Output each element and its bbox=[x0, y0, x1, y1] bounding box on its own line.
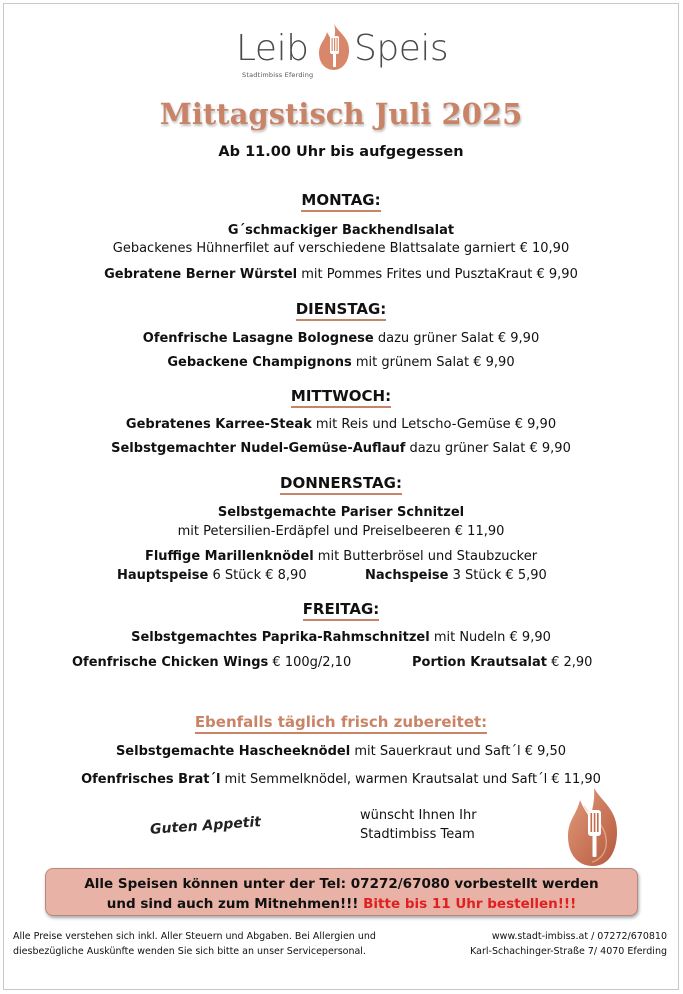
dish-line: Gebratenes Karree-Steak mit Reis und Letscho-Gemüse € 9,90 bbox=[125, 417, 557, 432]
day-heading-mittwoch: MITTWOCH: bbox=[4, 387, 678, 408]
daily-heading: Ebenfalls täglich frisch zubereitet: bbox=[4, 713, 678, 731]
banner-highlight: Bitte bis 11 Uhr bestellen!!! bbox=[363, 896, 577, 912]
page-subtitle: Ab 11.00 Uhr bis aufgegessen bbox=[218, 144, 464, 160]
logo-subtitle: Stadtimbiss Eferding bbox=[242, 71, 314, 79]
day-heading-montag: MONTAG: bbox=[4, 191, 678, 212]
dish-option: Hauptspeise 6 Stück € 8,90 bbox=[117, 568, 307, 583]
preorder-banner bbox=[45, 868, 638, 916]
dish-line: Portion Krautsalat € 2,90 bbox=[412, 655, 593, 670]
wish-line: wünscht Ihnen Ihr bbox=[360, 808, 477, 823]
footer-legal bbox=[13, 929, 376, 959]
dish-line: Selbstgemachter Nudel-Gemüse-Auflauf dazu grüner Salat € 9,90 bbox=[111, 441, 571, 456]
dish-line: Ofenfrische Chicken Wings € 100g/2,10 bbox=[72, 655, 352, 670]
footer-contact bbox=[470, 929, 667, 959]
banner-line: und sind auch zum Mitnehmen!!! Bitte bis 11 Uhr bestellen!!! bbox=[106, 896, 577, 912]
dish-name: G´schmackiger Backhendlsalat bbox=[227, 223, 455, 238]
footer-line: Alle Preise verstehen sich inkl. Aller Steuern und Abgaben. Bei Allergien und bbox=[13, 931, 376, 942]
dish-line: Selbstgemachtes Paprika-Rahmschnitzel mit Nudeln € 9,90 bbox=[131, 630, 551, 645]
flame-spatula-icon bbox=[314, 22, 354, 72]
page-title: Mittagstisch Juli 2025 bbox=[159, 97, 523, 131]
dish-line: Fluffige Marillenknödel mit Butterbrösel und Staubzucker bbox=[144, 549, 538, 564]
dish-line: Gebratene Berner Würstel mit Pommes Frites und PusztaKraut € 9,90 bbox=[104, 267, 578, 282]
dish-description: Gebackenes Hühnerfilet auf verschiedene Blattsalate garniert € 10,90 bbox=[112, 241, 570, 256]
logo-word-left: Leib bbox=[236, 28, 309, 69]
day-heading-dienstag: DIENSTAG: bbox=[4, 300, 678, 321]
day-heading-freitag: FREITAG: bbox=[4, 600, 678, 621]
flame-spatula-icon bbox=[564, 786, 622, 868]
dish-name: Selbstgemachte Pariser Schnitzel bbox=[217, 505, 465, 520]
dish-option: Nachspeise 3 Stück € 5,90 bbox=[365, 568, 547, 583]
closing-wish bbox=[360, 806, 477, 844]
logo bbox=[236, 22, 456, 82]
dish-line: Ofenfrisches Brat´l mit Semmelknödel, warmen Krautsalat und Saft´l € 11,90 bbox=[81, 772, 601, 787]
footer-line: diesbezügliche Auskünfte wenden Sie sich bitte an unser Servicepersonal. bbox=[13, 946, 366, 957]
dish-line: Gebackene Champignons mit grünem Salat € 9,90 bbox=[167, 355, 515, 370]
footer-website: www.stadt-imbiss.at / 07272/670810 bbox=[491, 931, 667, 942]
dish-description: mit Petersilien-Erdäpfel und Preiselbeeren € 11,90 bbox=[177, 524, 505, 539]
footer-address: Karl-Schachinger-Straße 7/ 4070 Eferding bbox=[470, 946, 667, 957]
banner-line: Alle Speisen können unter der Tel: 07272/67080 vorbestellt werden bbox=[84, 876, 599, 892]
menu-page bbox=[3, 3, 679, 990]
logo-word-right: Speis bbox=[354, 28, 449, 69]
wish-line: Stadtimbiss Team bbox=[360, 827, 475, 842]
day-heading-donnerstag: DONNERSTAG: bbox=[4, 474, 678, 495]
dish-line: Ofenfrische Lasagne Bolognese dazu grüner Salat € 9,90 bbox=[142, 331, 540, 346]
guten-appetit-text: Guten Appetit bbox=[149, 814, 262, 838]
dish-line: Selbstgemachte Hascheeknödel mit Sauerkraut und Saft´l € 9,50 bbox=[115, 744, 567, 759]
